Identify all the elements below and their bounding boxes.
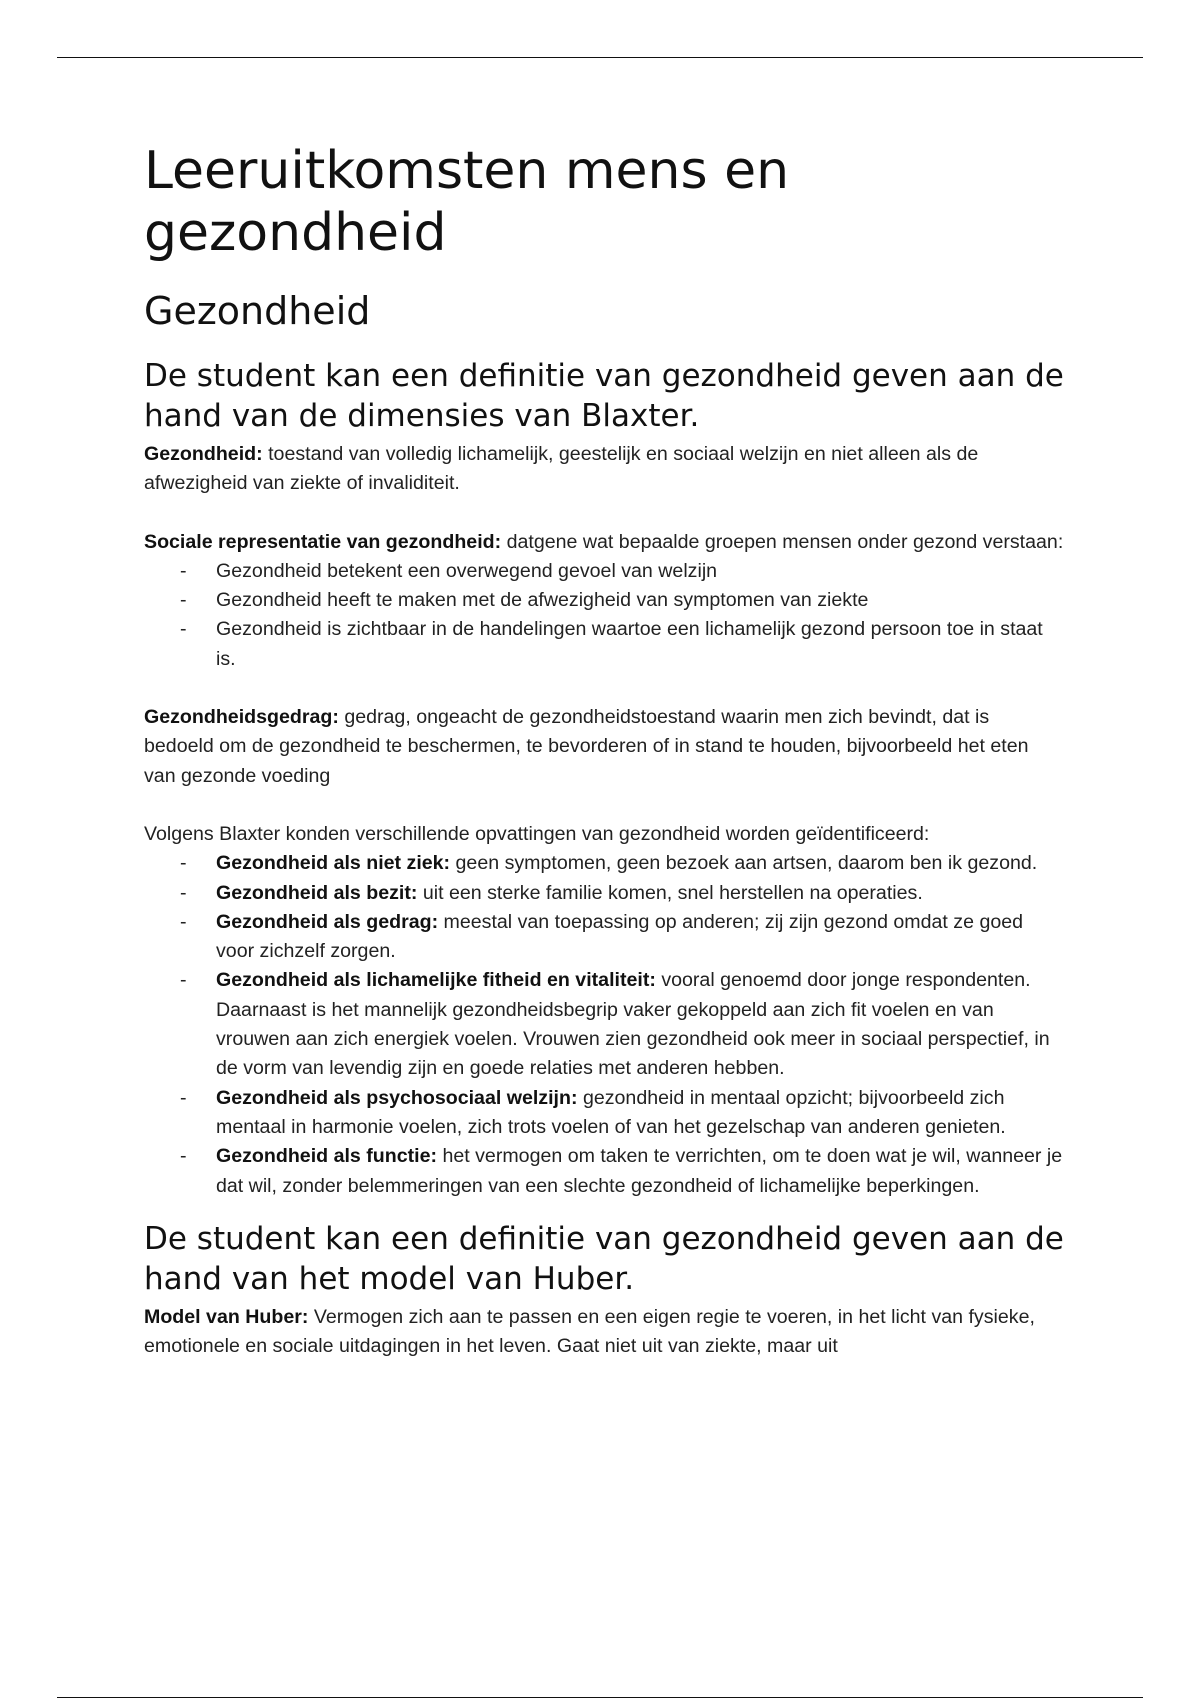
definition-model-van-huber [144,1303,1064,1362]
definition-term: Sociale representatie van gezondheid: [144,530,502,553]
list-item-term: Gezondheid als functie: [216,1145,437,1168]
list-item: - Gezondheid is zichtbaar in de handelingen waartoe een lichamelijk gezond persoon toe in staat is. [216,615,1064,674]
definition-term: Gezondheid: [144,443,263,465]
definition-gezondheidsgedrag [144,703,1064,791]
list-item-text: geen symptomen, geen bezoek aan artsen, daarom ben ik gezond. [450,852,1038,875]
document-page [144,140,1064,1361]
list-item-text: uit een sterke familie komen, snel herstellen na operaties. [417,881,923,904]
blaxter-list [144,849,1064,1201]
definition-text: datgene wat bepaalde groepen mensen onder gezond verstaan: [501,530,1064,553]
document-title: Leeruitkomsten mens en gezondheid [144,141,790,263]
list-item-text: meestal van toepassing op anderen; zij zijn gezond omdat ze goed voor zichzelf zorgen. [216,910,1024,963]
list-item [216,908,1064,967]
subsection-heading-huber: De student kan een definitie van gezondheid geven aan de hand van het model van Huber. [144,1220,1064,1297]
list-item-term: Gezondheid als bezit: [216,881,418,904]
list-item-term: Gezondheid als psychosociaal welzijn: [216,1086,578,1109]
definition-term: Gezondheidsgedrag: [144,706,339,729]
list-item-text: gezondheid in mentaal opzicht; bijvoorbeeld zich mentaal in harmonie voelen, zich trots voelen of van het gezelschap van anderen genieten. [216,1086,1006,1138]
definition-term: Model van Huber: [144,1305,309,1328]
definition-sociale-representatie [144,528,1064,557]
list-item-term: Gezondheid als gedrag: [216,910,439,933]
list-item [216,1084,1064,1143]
subsection-heading-blaxter: De student kan een definitie van gezondheid geven aan de hand van de dimensies van Blaxter. [144,358,1064,434]
blaxter-intro: Volgens Blaxter konden verschillende opvattingen van gezondheid worden geïdentificeerd: [144,822,930,845]
section-heading-gezondheid: Gezondheid [144,289,371,333]
list-item-text: vooral genoemd door jonge respondenten. Daarnaast is het mannelijk gezondheidsbegrip vaker gekoppeld aan zich fit voelen en van vrouwen aan zich energiek voelen. Vrouwen zien gezondheid ook meer in sociaal perspectief, in de vorm van levendig zijn en goede relaties met anderen hebben. [216,969,1050,1080]
definition-text: gedrag, ongeacht de gezondheidstoestand waarin men zich bevindt, dat is bedoeld om de gezondheid te beschermen, te bevorderen of in stand te houden, bijvoorbeeld het eten van gezonde voeding [144,706,1029,787]
list-item [216,966,1064,1083]
list-item [216,849,1064,878]
bottom-rule [57,1697,1143,1698]
sociale-representatie-list [144,557,1064,674]
top-rule [57,57,1143,58]
list-item-term: Gezondheid als niet ziek: [216,852,451,875]
list-item-term: Gezondheid als lichamelijke fitheid en vitaliteit: [216,969,656,992]
list-item [216,1142,1064,1201]
list-item: - Gezondheid betekent een overwegend gevoel van welzijn [216,557,1064,586]
definition-gezondheid [144,440,1064,499]
list-item-text: het vermogen om taken te verrichten, om te doen wat je wil, wanneer je dat wil, zonder belemmeringen van een slechte gezondheid of lichamelijke beperkingen. [216,1145,1063,1197]
definition-text: Vermogen zich aan te passen en een eigen regie te voeren, in het licht van fysieke, emotionele en sociale uitdagingen in het leven. Gaat niet uit van ziekte, maar uit [144,1305,1035,1358]
list-item [216,879,1064,908]
definition-text: toestand van volledig lichamelijk, geestelijk en sociaal welzijn en niet alleen als de afwezigheid van ziekte of invaliditeit. [144,443,979,495]
list-item: - Gezondheid heeft te maken met de afwezigheid van symptomen van ziekte [216,586,1064,615]
